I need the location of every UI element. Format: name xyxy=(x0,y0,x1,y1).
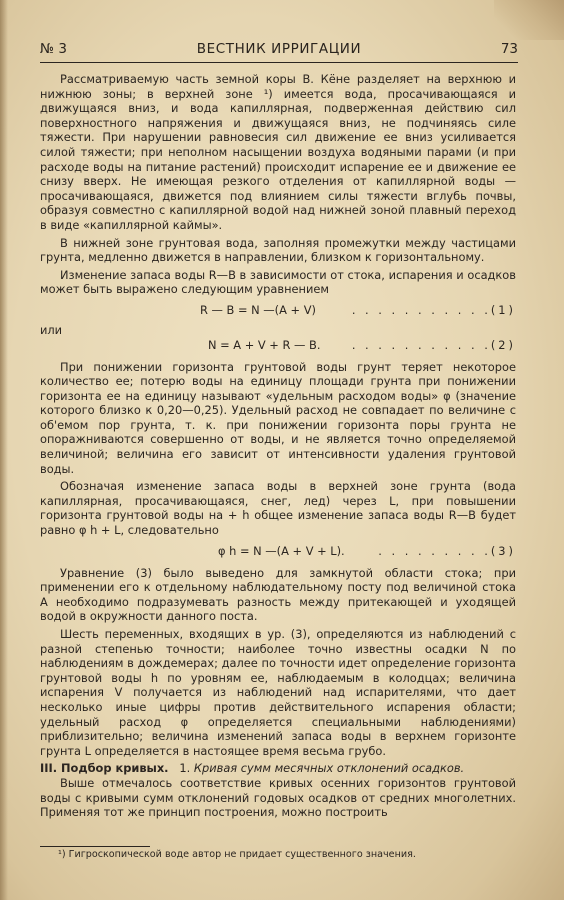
paragraph: Рассматриваемую часть земной коры В. Кёне разделяет на верхнюю и нижнюю зоны; в верхней зоне ¹) имеется вода, просачивающаяся и движущаяся вниз, и вода капиллярная, подверженная действию сил поверхностного напряжения и движущаяся вниз, не подчиняясь силе тяжести. При нарушении равновесия сил движение ее вниз усиливается силой тяжести; при неполном насыщении воздуха водяными парами (и при расходе воды на питание растений) происходит испарение ее и движение ее снизу вверх. Не имеющая резкого отделения от капиллярной воды — просачивающаяся, движется под влиянием силы тяжести вглубь почвы, образуя совместно с капиллярной водой над нижней зоной плавный переход в виде «капиллярной каймы». xyxy=(40,72,516,232)
equation-leader xyxy=(352,303,516,318)
paragraph: Изменение запаса воды R—B в зависимости от стока, испарения и осадков может быть выражено следующим уравнением xyxy=(40,267,516,297)
section-heading-line xyxy=(40,761,516,776)
equation-leader xyxy=(352,338,516,353)
subsection-title: Кривая сумм месячных отклонений осадков. xyxy=(193,761,465,776)
running-header xyxy=(40,40,518,63)
paragraph: В нижней зоне грунтовая вода, заполняя промежутки между частицами грунта, медленно движется в направлении, близком к горизонтальному. xyxy=(40,235,516,265)
conjunction-or: или xyxy=(40,322,63,337)
equation-dots: . . . . . . . . . xyxy=(378,543,491,558)
subsection-number: 1. xyxy=(179,761,191,776)
footnote: ¹) Гигроскопической воде автор не придает существенного значения. xyxy=(58,849,416,860)
equation-formula: φ h = N —(A + V + L). xyxy=(218,543,345,558)
equation-number: (1) xyxy=(490,302,516,317)
issue-number: № 3 xyxy=(40,41,67,57)
footnote-rule xyxy=(40,846,150,847)
page-edge-shadow xyxy=(0,0,8,900)
section-heading: III. Подбор кривых. xyxy=(40,761,169,776)
paragraph: При понижении горизонта грунтовой воды грунт теряет некоторое количество ее; потерю воды на единицу площади грунта при понижении горизонта ее на единицу называют «удельным расходом воды» φ (значение которого близко к 0,20—0,25). Удельный расход не совпадает по величине с об'емом пор грунта, т. к. при понижении горизонта поры грунта не опоражниваются совершенно от воды, и не является точно определяемой величиной; величина его зависит от интенсивности удаления грунтовой воды. xyxy=(40,359,516,476)
paragraph: Обозначая изменение запаса воды в верхней зоне грунта (вода капиллярная, просачивающаяся, снег, лед) через L, при повышении горизонта грунтовой воды на + h общее изменение запаса воды R—B будет равно φ h + L, следовательно xyxy=(40,479,516,538)
page-number: 73 xyxy=(500,41,518,57)
equation-formula: R — B = N —(A + V) xyxy=(200,302,316,317)
equation-leader xyxy=(378,544,516,559)
equation-number: (2) xyxy=(490,337,516,352)
equation-2 xyxy=(40,335,516,357)
paragraph: Шесть переменных, входящих в ур. (3), определяются из наблюдений с разной степенью точности; наиболее точно известны осадки N по наблюдениям в дождемерах; далее по точности идет определение горизонта грунтовой воды h по уровням ее, наблюдаемым в колодцах; величина испарения V получается из наблюдений над испарителями, что дает несколько иные цифры против действительного испарения области; удельный расход φ определяется специальными наблюдениями) приблизительно; величина изменений запаса воды в верхнем горизонте грунта L определяется в настоящее время весьма грубо. xyxy=(40,627,516,758)
equation-dots: . . . . . . . . . . . xyxy=(351,302,491,317)
paragraph: Выше отмечалось соответствие кривых осенних горизонтов грунтовой воды с кривыми сумм отклонений годовых осадков от средних многолетних. Применяя тот же принцип построения, можно построить xyxy=(40,775,516,820)
equation-1 xyxy=(40,300,516,322)
page-corner-stain xyxy=(494,0,564,40)
equation-number: (3) xyxy=(490,543,516,558)
equation-dots: . . . . . . . . . . . xyxy=(351,337,491,352)
body-text xyxy=(40,72,516,820)
paragraph: Уравнение (3) было выведено для замкнутой области стока; при применении его к отдельному наблюдательному посту под величиной стока A необходимо подразумевать разность между притекающей и уходящей водой в окружности данного поста. xyxy=(40,565,516,624)
equation-formula: N = A + V + R — B. xyxy=(208,337,321,352)
journal-title: ВЕСТНИК ИРРИГАЦИИ xyxy=(196,41,362,57)
equation-3 xyxy=(40,541,516,563)
